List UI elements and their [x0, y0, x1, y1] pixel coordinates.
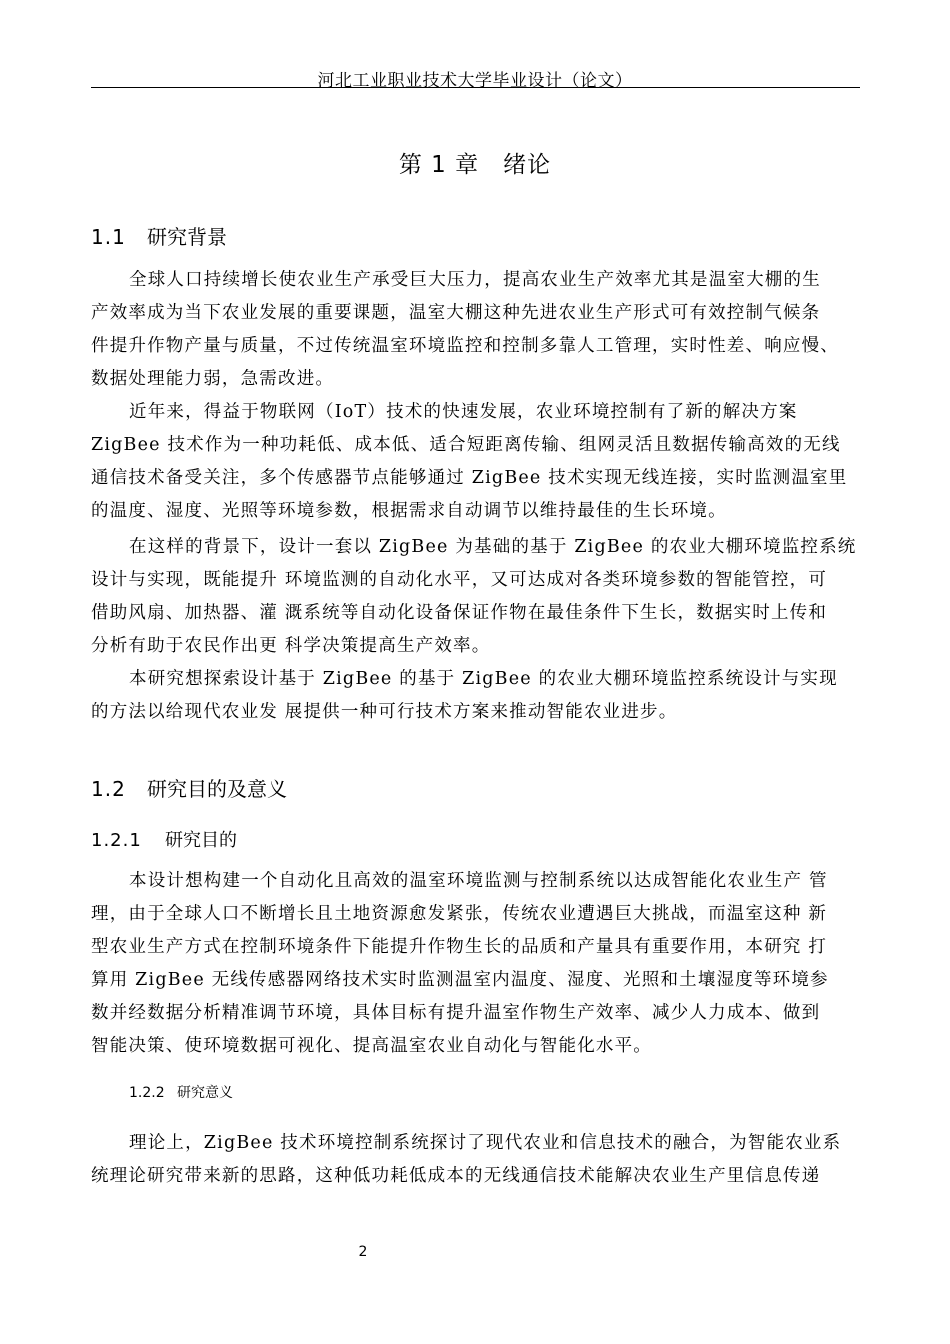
subsection-heading-1-2-2 — [129, 1082, 233, 1102]
paragraph-line: 数据处理能力弱，急需改进。 — [91, 369, 335, 389]
paragraph-line: 理，由于全球人口不断增长且土地资源愈发紧张，传统农业遭遇巨大挑战，而温室这种 新 — [91, 904, 828, 924]
chapter-number: 第 1 章 — [398, 152, 480, 178]
paragraph-line: 智能决策、使环境数据可视化、提高温室农业自动化与智能化水平。 — [91, 1036, 652, 1056]
section-heading-1-2 — [91, 773, 287, 802]
paragraph-line: 的方法以给现代农业发 展提供一种可行技术方案来推动智能农业进步。 — [91, 702, 678, 722]
paragraph-line: ZigBee 技术作为一种功耗低、成本低、适合短距离传输、组网灵活且数据传输高效的无线 — [91, 435, 841, 455]
header-rule — [91, 87, 860, 88]
chapter-name: 绪论 — [503, 152, 552, 178]
subsection-title: 研究意义 — [177, 1085, 233, 1101]
page-number: 2 — [358, 1244, 368, 1260]
paragraph-line: 的温度、湿度、光照等环境参数，根据需求自动调节以维持最佳的生长环境。 — [91, 501, 727, 521]
paragraph-line: 在这样的背景下，设计一套以 ZigBee 为基础的基于 ZigBee 的农业大棚环境监控系统 — [129, 537, 857, 557]
subsection-title: 研究目的 — [165, 830, 237, 851]
paragraph-line: 数并经数据分析精准调节环境，具体目标有提升温室作物生产效率、减少人力成本、做到 — [91, 1003, 821, 1023]
paragraph-line: 本研究想探索设计基于 ZigBee 的基于 ZigBee 的农业大棚环境监控系统设计与实现 — [129, 669, 838, 689]
paragraph-line: 算用 ZigBee 无线传感器网络技术实时监测温室内温度、湿度、光照和土壤湿度等环境参 — [91, 970, 829, 990]
paragraph-line: 统理论研究带来新的思路，这种低功耗低成本的无线通信技术能解决农业生产里信息传递 — [91, 1166, 821, 1186]
subsection-number: 1.2.1 — [91, 830, 142, 851]
subsection-heading-1-2-1 — [91, 826, 237, 852]
paragraph-line: 件提升作物产量与质量，不过传统温室环境监控和控制多靠人工管理，实时性差、响应慢、 — [91, 336, 839, 356]
section-title: 研究背景 — [147, 225, 227, 249]
paragraph-line: 理论上，ZigBee 技术环境控制系统探讨了现代农业和信息技术的融合，为智能农业系 — [129, 1133, 842, 1153]
section-title: 研究目的及意义 — [147, 777, 287, 801]
section-number: 1.1 — [91, 225, 126, 249]
paragraph-line: 分析有助于农民作出更 科学决策提高生产效率。 — [91, 636, 491, 656]
paragraph-line: 设计与实现，既能提升 环境监测的自动化水平，又可达成对各类环境参数的智能管控，可 — [91, 570, 828, 590]
paragraph-line: 近年来，得益于物联网（IoT）技术的快速发展，农业环境控制有了新的解决方案 — [129, 402, 798, 422]
paragraph-line: 本设计想构建一个自动化且高效的温室环境监测与控制系统以达成智能化农业生产 管 — [129, 871, 828, 891]
section-number: 1.2 — [91, 777, 126, 801]
chapter-title — [0, 146, 950, 179]
section-heading-1-1 — [91, 221, 227, 250]
paragraph-line: 型农业生产方式在控制环境条件下能提升作物生长的品质和产量具有重要作用，本研究 打 — [91, 937, 828, 957]
paragraph-line: 通信技术备受关注，多个传感器节点能够通过 ZigBee 技术实现无线连接，实时监测温室里 — [91, 468, 848, 488]
paragraph-line: 全球人口持续增长使农业生产承受巨大压力，提高农业生产效率尤其是温室大棚的生 — [129, 270, 821, 290]
paragraph-line: 借助风扇、加热器、灌 溉系统等自动化设备保证作物在最佳条件下生长，数据实时上传和 — [91, 603, 828, 623]
subsection-number: 1.2.2 — [129, 1085, 165, 1101]
running-header-title: 河北工业职业技术大学毕业设计（论文） — [317, 71, 633, 91]
paragraph-line: 产效率成为当下农业发展的重要课题，温室大棚这种先进农业生产形式可有效控制气候条 — [91, 303, 821, 323]
